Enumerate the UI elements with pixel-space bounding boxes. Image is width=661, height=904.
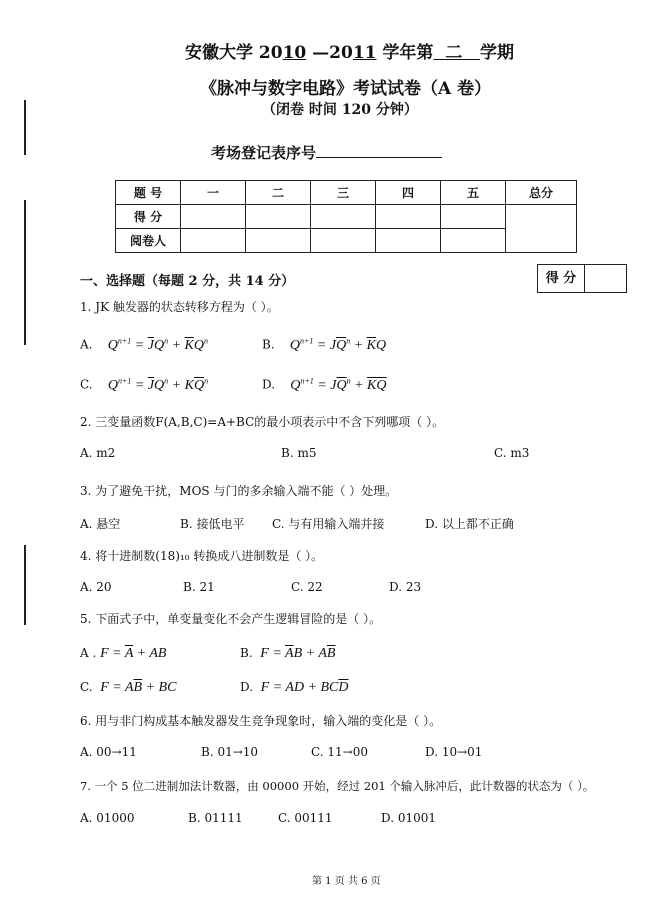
row-label: 阅卷人 [116,229,181,253]
registration-number [211,142,442,163]
table-header-cell: 总分 [506,181,577,205]
table-row [116,205,577,229]
q1-option-b: B. $Q^{n+1} = J\overline{Q}^n + \overline{K}Q$ [262,336,387,353]
question-1 [80,298,279,315]
score-cell[interactable] [311,205,376,229]
row-label: 得 分 [116,205,181,229]
grader-cell[interactable] [311,229,376,253]
margin-line [24,200,26,345]
score-cell[interactable] [376,205,441,229]
q7-option-c: C. 00111 [278,811,333,825]
question-number: 7. [80,779,91,793]
q4-option-b: B. 21 [183,580,215,594]
table-header-cell: 五 [441,181,506,205]
score-cell[interactable] [246,205,311,229]
q1-option-a: A. $Q^{n+1} = \overline{J}Q^n + \overline{K}Q^n$ [80,336,208,353]
question-3 [80,482,397,499]
table-header-cell: 二 [246,181,311,205]
q7-option-a: A. 01000 [80,811,135,825]
score-cell[interactable] [441,205,506,229]
year-end: 学期 [480,43,515,63]
question-text: JK 触发器的状态转移方程为（ ）。 [95,300,279,314]
score-table [115,180,577,253]
year2: 11 [352,43,377,63]
question-text: 三变量函数F(A,B,C)=A+BC的最小项表示中不含下列哪项（ ）。 [95,415,445,429]
q3-option-c: C. 与有用输入端并接 [272,517,385,531]
semester-value: 二 [445,43,463,63]
q4-option-a: A. 20 [80,580,112,594]
exam-title: 《脉冲与数字电路》考试试卷（A 卷） [200,79,492,99]
q1-option-d: D. $Q^{n+1} = J\overline{Q}^n + \overline{K}\overline{Q}$ [262,376,387,393]
year-mid: 学年第 [376,43,434,63]
q5-option-a: A . $F = \overline{A}$ + AB [80,646,167,661]
q5-option-c: C. $F = A\overline{B}$ + BC [80,680,177,695]
question-number: 2. [80,415,92,429]
q4-option-d: D. 23 [389,580,422,594]
registration-blank[interactable] [316,143,442,158]
question-2 [80,413,444,430]
total-score-cell[interactable] [506,205,577,253]
semester [433,43,480,63]
table-header-cell: 三 [311,181,376,205]
question-4 [80,547,323,564]
question-number: 6. [80,714,92,728]
margin-line [24,545,26,625]
question-6 [80,712,441,729]
grader-cell[interactable] [181,229,246,253]
q3-option-b: B. 接低电平 [180,517,245,531]
grader-cell[interactable] [246,229,311,253]
section-score-box [537,264,627,293]
margin-line [24,100,26,155]
q7-option-d: D. 01001 [381,811,436,825]
q6-option-c: C. 11→00 [311,745,368,759]
registration-label: 考场登记表序号 [211,144,317,162]
score-cell[interactable] [181,205,246,229]
section-score-label: 得 分 [538,265,585,292]
question-text: 用与非门构成基本触发器发生竞争现象时，输入端的变化是（ ）。 [95,714,442,728]
q6-option-a: A. 00→11 [80,745,137,759]
q3-option-a: A. 悬空 [80,517,121,531]
exam-info: （闭卷 时间 120 分钟） [262,102,418,118]
q2-option-c: C. m3 [494,446,530,460]
table-header-cell: 一 [181,181,246,205]
table-header-cell: 四 [376,181,441,205]
page-footer: 第 1 页 共 6 页 [312,876,381,887]
year-dash: —20 [306,43,353,63]
question-text: 将十进制数(18)₁₀ 转换成八进制数是（ ）。 [95,549,324,563]
q6-option-b: B. 01→10 [201,745,259,759]
question-number: 3. [80,484,92,498]
question-number: 4. [80,549,92,563]
question-number: 1. [80,300,92,314]
section-title: 一、选择题（每题 2 分，共 14 分） [80,274,295,289]
question-7 [80,778,594,794]
q1-option-c: C. $Q^{n+1} = \overline{J}Q^n + K\overline{Q}^n$ [80,376,209,393]
table-header-cell: 题 号 [116,181,181,205]
q2-option-b: B. m5 [281,446,317,460]
q5-option-d: D. F = AD + $BC\overline{D}$ [240,680,349,695]
q6-option-d: D. 10→01 [425,745,483,759]
q4-option-c: C. 22 [291,580,323,594]
q3-option-d: D. 以上都不正确 [425,517,514,531]
q5-option-b: B. $F = \overline{A}B + A\overline{B}$ [240,646,336,661]
table-row [116,181,577,205]
question-text: 下面式子中，单变量变化不会产生逻辑冒险的是（ ）。 [95,612,382,626]
question-text: 为了避免干扰，MOS 与门的多余输入端不能（ ）处理。 [95,484,398,498]
q2-option-a: A. m2 [80,446,116,460]
q7-option-b: B. 01111 [188,811,243,825]
question-number: 5. [80,612,92,626]
school-year-line [185,38,514,63]
year1: 10 [282,43,307,63]
grader-cell[interactable] [441,229,506,253]
year-prefix: 安徽大学 20 [185,43,283,63]
grader-cell[interactable] [376,229,441,253]
question-text: 一个 5 位二进制加法计数器，由 00000 开始，经过 201 个输入脉冲后，此计数器的状态为（ ）。 [94,779,595,793]
question-5 [80,610,381,627]
